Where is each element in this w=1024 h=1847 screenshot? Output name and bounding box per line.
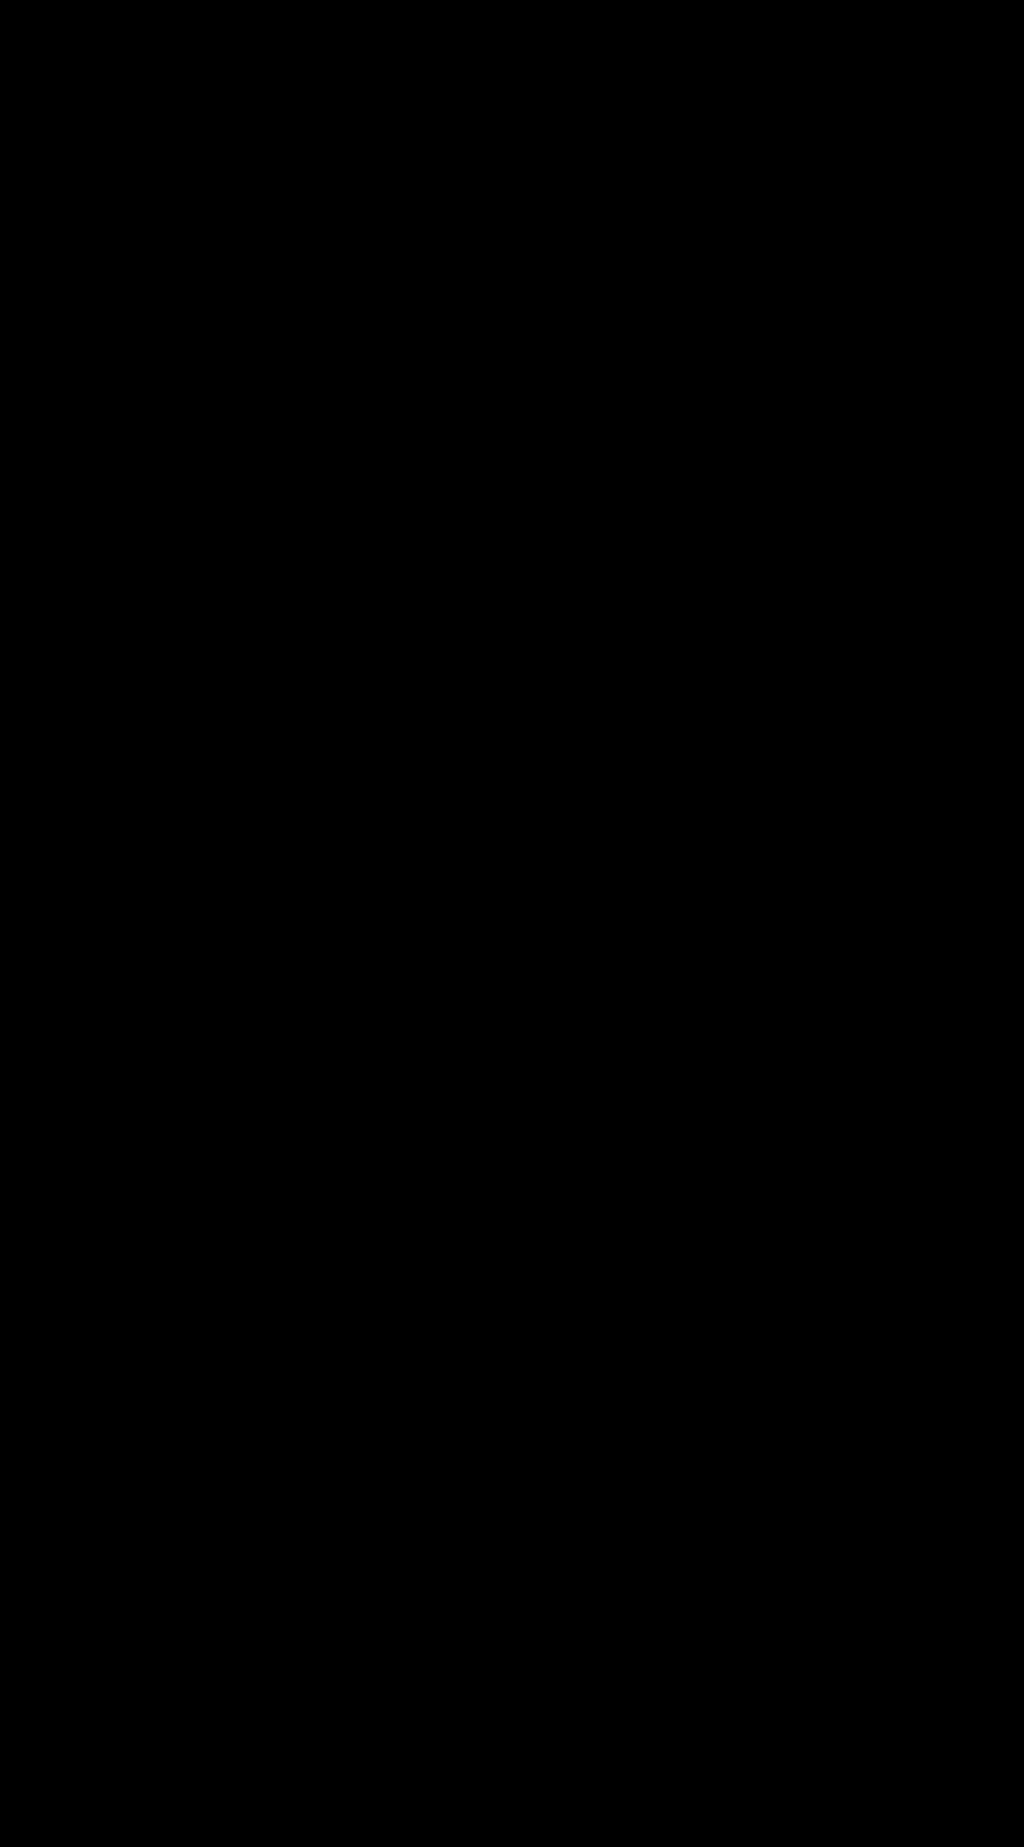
text-line: som gäller för förtroendevalda i landstinget. bbox=[0, 1028, 467, 1058]
text-line: Arvoden och andra ekonomiska förmåner till ledamöter och ersättare i direktionen bbox=[0, 958, 873, 988]
paragraph bbox=[0, 1809, 681, 1844]
paragraph bbox=[0, 735, 798, 805]
text-line: Om medlemmarna inte kan enas om förutsättningarna för utträde när uppsägnings- bbox=[0, 1709, 878, 1739]
text-line: medlemmarna skall erlägga till förbundet enligt grunderna i 12 §. bbox=[0, 564, 694, 594]
text-line: Direktionen skall fastställa budgeten senast den 15 november. Budgetförslaget skall bbox=[0, 459, 888, 489]
text-line: Budgeten skall innehålla en plan för verksamheten och ekonomin under budgetåret bbox=[0, 354, 881, 384]
page-header: Förbundsordning för Region Dalarna bbox=[0, 2, 327, 27]
text-line: skall samråd ske med förbundsmedlemmarna. bbox=[0, 669, 487, 699]
text-line: då uppsägningen skedde. Regleringen av de ekonomiska mellanhavandena mellan bbox=[0, 1273, 871, 1303]
text-line: samt en plan för ekonomin under den kommande treårsperioden. Direktionen skall bbox=[0, 389, 875, 419]
text-line: Innan direktionen fattar beslut om avtal av större vikt eller om större investeringar bbox=[0, 634, 872, 664]
text-line: samråda med medlemmarna om förslaget till budget senast den 15 september. bbox=[0, 424, 824, 454]
paragraph bbox=[0, 956, 913, 1061]
text-line: förbundet och den utträdande medlemmen bestäms i en överenskommelse mellan bbox=[0, 1308, 864, 1338]
paragraph bbox=[0, 1201, 896, 1446]
paragraph bbox=[0, 632, 871, 702]
text-line: Direktionen har att årligen fastställa budget för förbundet inom den ram som bbox=[0, 246, 812, 276]
text-line: vara tillgängligt för allmänheten enligt vad som stadgas i 8 kap 10 § kommunallagen. bbox=[0, 494, 906, 524]
paragraph bbox=[0, 352, 905, 597]
text-line: samt till revisorerna och revisorsersättarna skall bestämmas enligt de ersättningsregler bbox=[0, 993, 914, 1023]
text-line: Direktionen skall avlämna tertialrapporter över verksamheten till förbunds- bbox=[0, 737, 799, 767]
paragraph bbox=[0, 1707, 877, 1777]
text-line: Kommunalförbundet är bildat för obestämd tid. En förbundsmedlem har rätt att bbox=[0, 1203, 842, 1233]
paragraph bbox=[0, 244, 824, 314]
revision-date: Reviderad 2006-02-08, 2014-10-08 bbox=[0, 190, 270, 211]
text-line: med anledning av utträdet. bbox=[0, 1525, 283, 1555]
text-line: samtliga förbundsmedlemmar. Den ekonomiska regleringen skall ske utifrån de bbox=[0, 1343, 843, 1373]
text-line: utträda ur förbundet. Uppsägningstiden är tre år räknat från ingången av den månad bbox=[0, 1238, 886, 1268]
text-line: Likvidationen verkställs av direktionen i egenskap av likvidator. bbox=[0, 1811, 682, 1841]
text-line: andelar i förbundets samlade tillgångar och skulder som gäller det år då medlemmen bbox=[0, 1378, 897, 1408]
text-line: När budgeten fastställs bestämmer direktionen storleken på bidragen som bbox=[0, 529, 779, 559]
text-line: medlemmarna. bbox=[0, 772, 159, 802]
text-line: De kvarvarande medlemmarna antar de ändringar i förbundsordningen som behövs bbox=[0, 1490, 881, 1520]
paragraph bbox=[0, 1488, 881, 1558]
text-line: tiden i 18 § är till ända, skall förbundet träda i likvidation. bbox=[0, 1744, 615, 1774]
text-line: utträder ur förbundet, om inte annat avtalats mellan förbundsmedlemmarna. bbox=[0, 1413, 804, 1443]
text-line: förbundsmedlemmarna enats om och som de angivit före maj månads utgång. bbox=[0, 281, 824, 311]
